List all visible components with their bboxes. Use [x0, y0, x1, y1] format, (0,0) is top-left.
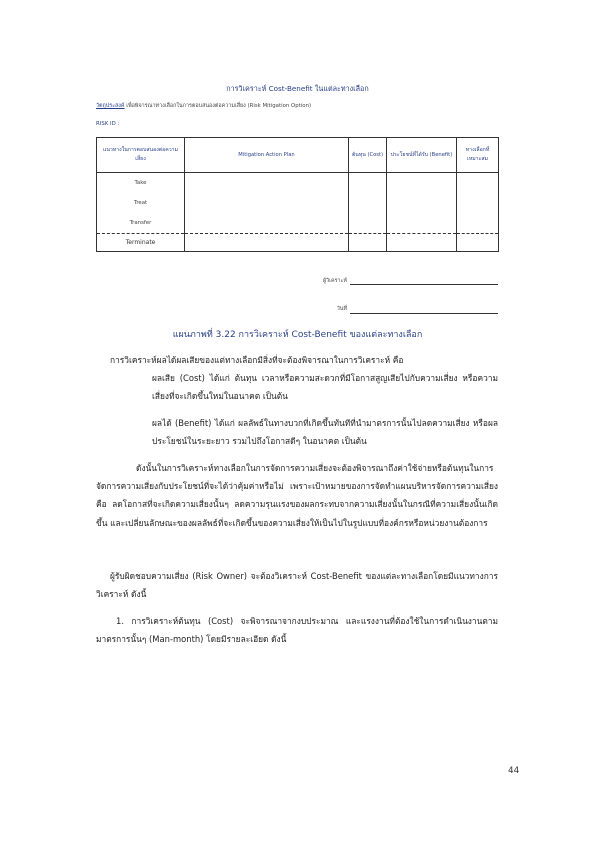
body-paragraph-cost-analysis: 1. การวิเคราะห์ต้นทุน (Cost) จะพิจารณาจากงบประมาณ และแรงงานที่ต้องใช้ในการดำเนินงานตามมาตรการนั้นๆ (Man-month) โดยมีรายละเอียด ดังนี้: [96, 616, 498, 645]
header-mitigation-action-plan: Mitigation Action Plan: [185, 138, 349, 173]
option-transfer: Transfer: [97, 213, 185, 234]
header-cost: ต้นทุน (Cost): [349, 138, 387, 173]
empty-cell[interactable]: [185, 213, 349, 234]
objective-text: เพื่อพิจารณาทางเลือกในการตอบสนองต่อความเสี่ยง (Risk Mitigation Option): [124, 103, 312, 109]
header-response-approach: แนวทางในการตอบสนองต่อความเสี่ยง: [97, 138, 185, 173]
body-paragraph-risk-owner: ผู้รับผิดชอบความเสี่ยง (Risk Owner) จะต้องวิเคราะห์ Cost-Benefit ของแต่ละทางเลือกโดยมีแนวทางการวิเคราะห์ ดังนี้: [96, 571, 498, 600]
caption-text: การวิเคราะห์ Cost-Benefit ของแต่ละทางเลือก: [235, 330, 423, 340]
body-paragraph-cost: ผลเสีย (Cost) ได้แก่ ต้นทุน เวลาหรือความสะดวกที่มีโอกาสสูญเสียไปกับความเสี่ยง หรือความเสี่ยงที่จะเกิดขึ้นใหม่ในอนาคต เป็นต้น: [152, 373, 498, 402]
empty-cell[interactable]: [185, 193, 349, 213]
page-number: 44: [508, 766, 520, 776]
empty-cell[interactable]: [387, 173, 457, 194]
option-treat: Treat: [97, 193, 185, 213]
empty-cell[interactable]: [457, 193, 499, 213]
body-paragraph-benefit: ผลได้ (Benefit) ได้แก่ ผลลัพธ์ในทางบวกที่เกิดขึ้นทันทีที่นำมาตรการนั้นไปลดความเสี่ยง หรือผลประโยชน์ในระยะยาว รวมไปถึงโอกาสดีๆ ในอนาคต เป็นต้น: [152, 418, 498, 447]
table-header-row: [97, 138, 499, 173]
risk-no-label: RISK ID :: [96, 121, 120, 127]
empty-cell[interactable]: [457, 173, 499, 194]
analyst-signature-line[interactable]: [350, 284, 498, 285]
caption-number: แผนภาพที่ 3.22: [172, 330, 236, 340]
empty-cell[interactable]: [185, 234, 349, 252]
empty-cell[interactable]: [457, 213, 499, 234]
empty-cell[interactable]: [457, 234, 499, 252]
empty-cell[interactable]: [349, 193, 387, 213]
objective-label: วัตถุประสงค์: [96, 103, 125, 109]
empty-cell[interactable]: [349, 234, 387, 252]
table-row: [97, 173, 499, 194]
header-appropriate-option: ทางเลือกที่เหมาะสม: [457, 138, 499, 173]
table-row: [97, 213, 499, 234]
option-take: Take: [97, 173, 185, 194]
empty-cell[interactable]: [349, 173, 387, 194]
empty-cell[interactable]: [387, 193, 457, 213]
cost-benefit-form-table: [96, 137, 499, 252]
analyst-signature-label: ผู้วิเคราะห์: [322, 278, 347, 284]
date-signature-label: วันที่: [336, 306, 347, 312]
body-paragraph-analysis: ดังนั้นในการวิเคราะห์ทางเลือกในการจัดการความเสี่ยงจะต้องพิจารณาถึงค่าใช้จ่ายหรือต้นทุนในการจัดการความเสี่ยงกับประโยชน์ที่จะได้ว่าคุ้มค่าหรือไม่ เพราะเป้าหมายของการจัดทำแผนบริหารจัดการความเสี่ยงคือ ลดโอกาสที่จะเกิดความเสี่ยงนั้นๆ ลดความรุนแรงของผลกระทบจากความเสี่ยงนั้นในกรณีที่ความเสี่ยงนั้นเกิดขึ้น และเปลี่ยนลักษณะของผลลัพธ์ที่จะเกิดขึ้นของความเสี่ยงให้เป็นไปในรูปแบบที่องค์กรหรือหน่วยงานต้องการ: [96, 463, 498, 528]
body-paragraph-intro: การวิเคราะห์ผลได้ผลเสียของแต่ทางเลือกมีสิ่งที่จะต้องพิจารณาในการวิเคราะห์ คือ: [110, 355, 404, 365]
objective-line: [96, 102, 311, 110]
empty-cell[interactable]: [185, 173, 349, 194]
date-signature-line[interactable]: [350, 313, 498, 314]
figure-title: การวิเคราะห์ Cost-Benefit ในแต่ละทางเลือก: [226, 84, 369, 93]
table-row: [97, 234, 499, 252]
empty-cell[interactable]: [387, 234, 457, 252]
figure-caption: [0, 327, 595, 341]
empty-cell[interactable]: [387, 213, 457, 234]
table-row: [97, 193, 499, 213]
header-benefit: ประโยชน์ที่ได้รับ (Benefit): [387, 138, 457, 173]
option-terminate: Terminate: [97, 234, 185, 252]
empty-cell[interactable]: [349, 213, 387, 234]
